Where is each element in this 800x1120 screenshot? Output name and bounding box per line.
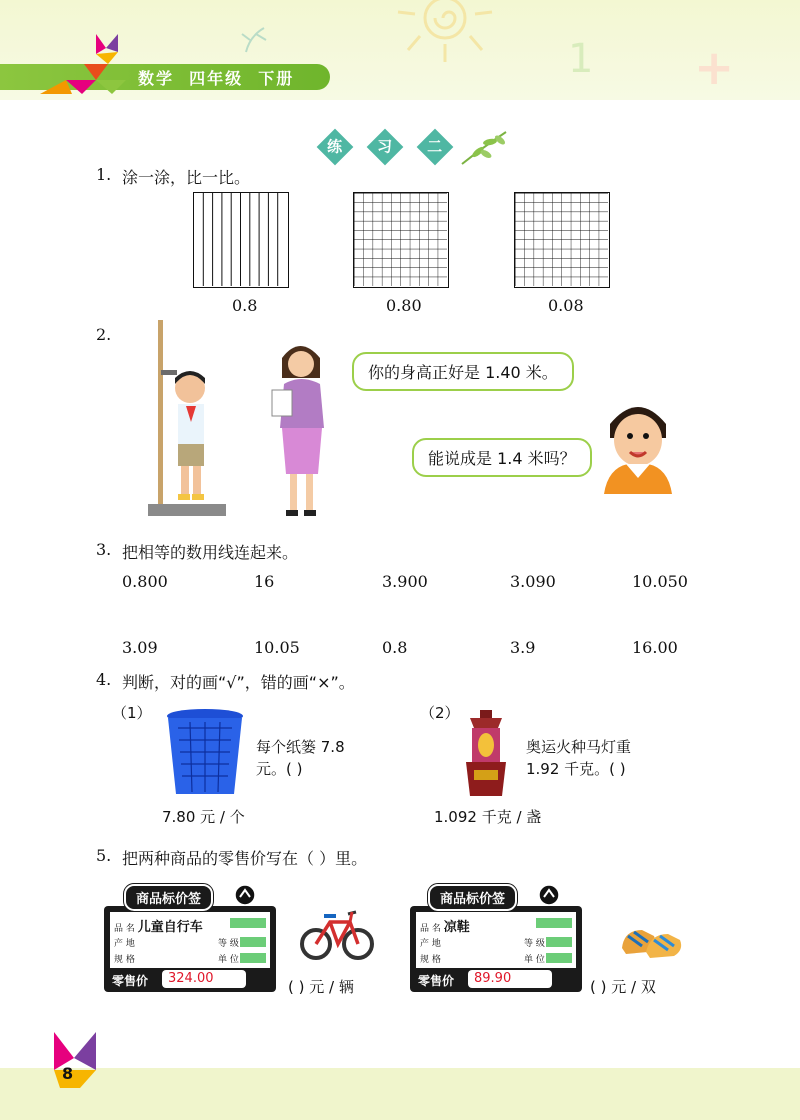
q4-item2-line1: 奥运火种马灯重 xyxy=(526,738,632,756)
price-tag-card-2 xyxy=(410,906,582,992)
q3-top-item-3: 3.900 xyxy=(382,572,428,591)
q3-text: 把相等的数用线连起来。 xyxy=(122,543,299,562)
q4-item1-caption: 7.80 元 / 个 xyxy=(162,808,245,826)
q4-item2-line2: 1.92 千克。( ) xyxy=(526,760,626,778)
retail-price-label: 零售价 xyxy=(418,974,455,988)
price-tag-body xyxy=(416,912,576,968)
green-stripe xyxy=(240,953,266,963)
q3-top-item-1: 0.800 xyxy=(122,572,168,591)
q3-bottom-item-5: 16.00 xyxy=(632,638,678,657)
green-stripe xyxy=(240,937,266,947)
product-name: 儿童自行车 xyxy=(137,920,203,935)
q1-label-1: 0.8 xyxy=(232,296,258,315)
spec-label: 规 格 xyxy=(114,955,135,965)
origin-label: 产 地 xyxy=(114,939,135,949)
hundredths-grid-b xyxy=(515,193,608,286)
retail-price-label: 零售价 xyxy=(112,974,149,988)
unit-label: 单 位 xyxy=(218,955,239,965)
retail-price-value: 89.90 xyxy=(468,970,552,988)
plus-decoration-icon: + xyxy=(694,40,735,96)
price-tag-body xyxy=(110,912,270,968)
q3-top-item-5: 10.050 xyxy=(632,572,688,591)
teacher-speech-bubble: 你的身高正好是 1.40 米。 xyxy=(352,352,574,391)
q3-number: 3. xyxy=(96,540,112,559)
q5-answer-2[interactable]: ( ) 元 / 双 xyxy=(590,978,656,996)
wastebasket-icon xyxy=(164,708,246,798)
leaf-branch-icon xyxy=(458,128,510,168)
q3-bottom-item-2: 10.05 xyxy=(254,638,300,657)
green-stripe xyxy=(546,953,572,963)
price-tag-emblem-icon xyxy=(538,884,560,906)
q5-answer-1[interactable]: ( ) 元 / 辆 xyxy=(288,978,354,996)
name-label: 品 名 xyxy=(420,924,441,934)
sun-decoration-icon xyxy=(380,0,510,70)
price-tag-title-2: 商品标价签 xyxy=(428,884,517,911)
exercise-title xyxy=(310,128,510,168)
spec-label: 规 格 xyxy=(420,955,441,965)
bicycle-icon xyxy=(300,900,374,964)
grade-label: 等 级 xyxy=(218,939,239,949)
green-stripe xyxy=(546,937,572,947)
q3-bottom-item-3: 0.8 xyxy=(382,638,408,657)
name-label: 品 名 xyxy=(114,924,135,934)
green-stripe xyxy=(536,918,572,928)
q4-item2-index: （2） xyxy=(420,704,460,722)
q4-number: 4. xyxy=(96,670,112,689)
title-char-2: 习 xyxy=(367,129,404,166)
green-stripe xyxy=(230,918,266,928)
tangram-corner-icon xyxy=(50,1030,100,1090)
q4-item1-index: （1） xyxy=(112,704,152,722)
q3-bottom-item-4: 3.9 xyxy=(510,638,536,657)
tangram-logo-icon xyxy=(22,30,132,96)
name-row xyxy=(114,916,203,935)
q4-item1-line2: 元。( ) xyxy=(256,760,303,778)
q4-item1-line1: 每个纸篓 7.8 xyxy=(256,738,345,756)
origin-label: 产 地 xyxy=(420,939,441,949)
grid-tenths xyxy=(193,192,289,288)
q3-top-item-2: 16 xyxy=(254,572,275,591)
name-row xyxy=(420,916,470,935)
q4-text: 判断，对的画“√”，错的画“×”。 xyxy=(122,673,355,692)
number-one-decoration-icon: 1 xyxy=(568,36,594,82)
boy-speech-bubble: 能说成是 1.4 米吗？ xyxy=(412,438,592,477)
unit-label: 单 位 xyxy=(524,955,545,965)
q4-item2-caption: 1.092 千克 / 盏 xyxy=(434,808,542,826)
retail-price-value: 324.00 xyxy=(162,970,246,988)
tenths-lines xyxy=(194,193,287,286)
height-measure-boy-icon xyxy=(148,318,258,528)
q5-text: 把两种商品的零售价写在（ ）里。 xyxy=(122,849,368,868)
q1-number: 1. xyxy=(96,165,112,184)
q1-label-2: 0.80 xyxy=(386,296,422,315)
product-name: 凉鞋 xyxy=(443,920,470,935)
footer-band xyxy=(0,1068,800,1120)
title-char-1: 练 xyxy=(317,129,354,166)
book-title: 数学 四年级 下册 xyxy=(138,69,295,88)
q1-label-3: 0.08 xyxy=(548,296,584,315)
hundredths-grid-a xyxy=(354,193,447,286)
grid-hundredths-a xyxy=(353,192,449,288)
q2-number: 2. xyxy=(96,325,112,344)
boy-portrait-icon xyxy=(600,394,676,494)
olympic-lantern-icon xyxy=(456,710,516,800)
q1-text: 涂一涂，比一比。 xyxy=(122,168,251,187)
teacher-icon xyxy=(266,338,338,524)
grid-hundredths-b xyxy=(514,192,610,288)
sandals-icon xyxy=(618,912,686,960)
q5-number: 5. xyxy=(96,846,112,865)
price-tag-card-1 xyxy=(104,906,276,992)
price-tag-title-1: 商品标价签 xyxy=(124,884,213,911)
sprout-decoration-icon xyxy=(236,22,276,56)
price-tag-emblem-icon xyxy=(234,884,256,906)
q3-top-item-4: 3.090 xyxy=(510,572,556,591)
title-char-3: 二 xyxy=(417,129,454,166)
grade-label: 等 级 xyxy=(524,939,545,949)
q3-bottom-item-1: 3.09 xyxy=(122,638,158,657)
page-number: 8 xyxy=(62,1064,74,1083)
